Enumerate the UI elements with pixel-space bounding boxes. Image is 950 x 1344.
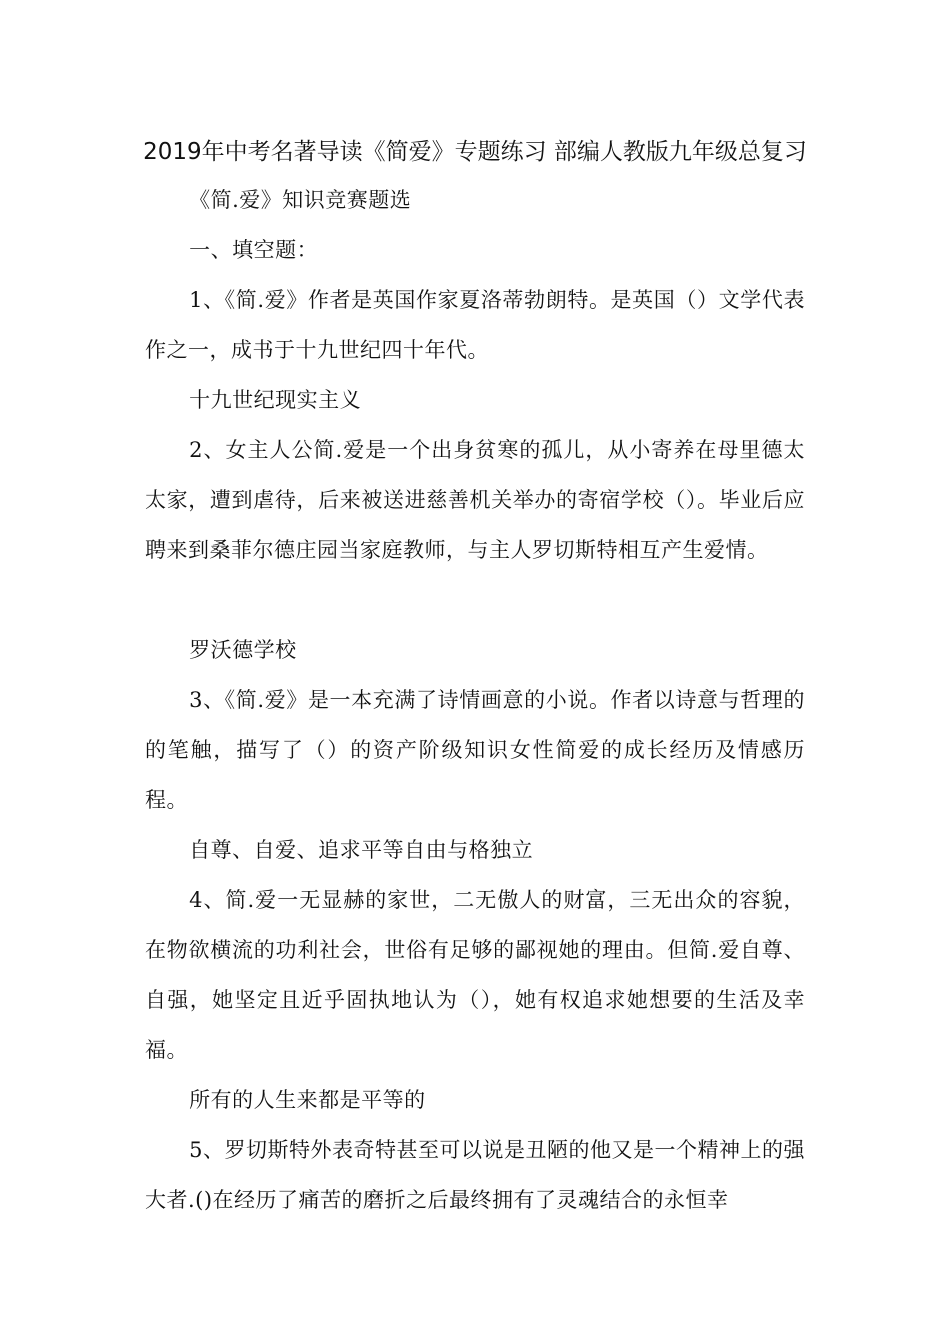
answer-1: 十九世纪现实主义: [189, 388, 362, 412]
answer-2: 罗沃德学校: [189, 638, 297, 662]
answer-3: 自尊、自爱、追求平等自由与格独立: [189, 838, 534, 862]
question-5: 5、罗切斯特外表奇特甚至可以说是丑陋的他又是一个精神上的强大者.()在经历了痛苦的磨折之后最终拥有了灵魂结合的永恒幸: [145, 1138, 805, 1212]
answer-4: 所有的人生来都是平等的: [189, 1088, 426, 1112]
document-title: 2019年中考名著导读《简爱》专题练习 部编人教版九年级总复习: [143, 139, 807, 165]
subtitle: 《简.爱》知识竞赛题选: [189, 188, 412, 212]
question-2: 2、女主人公简.爱是一个出身贫寒的孤儿，从小寄养在母里德太太家，遭到虐待，后来被送进慈善机关举办的寄宿学校（）。毕业后应聘来到桑菲尔德庄园当家庭教师，与主人罗切斯特相互产生爱情。: [145, 438, 805, 562]
question-4: 4、简.爱一无显赫的家世，二无傲人的财富，三无出众的容貌，在物欲横流的功利社会，世俗有足够的鄙视她的理由。但简.爱自尊、自强，她坚定且近乎固执地认为（），她有权追求她想要的生活及幸福。: [145, 888, 805, 1062]
question-3: 3、《简.爱》是一本充满了诗情画意的小说。作者以诗意与哲理的的笔触，描写了（）的资产阶级知识女性简爱的成长经历及情感历程。: [145, 688, 805, 812]
section-heading: 一、填空题：: [189, 238, 319, 262]
question-1: 1、《简.爱》作者是英国作家夏洛蒂勃朗特。是英国（）文学代表作之一，成书于十九世纪四十年代。: [145, 288, 805, 362]
